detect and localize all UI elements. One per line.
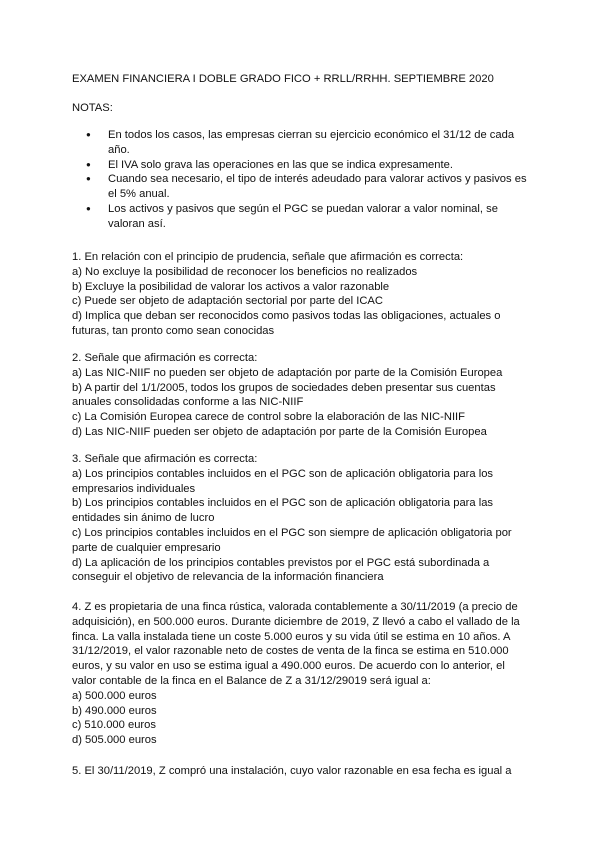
question-1 bbox=[72, 250, 530, 339]
note-item: ● Cuando sea necesario, el tipo de interés adeudado para valorar activos y pasivos es el 5% anual. bbox=[72, 172, 532, 202]
option-d: d) Implica que deban ser reconocidos como pasivos todas las obligaciones, actuales o futuras, tan pronto como sean conocidas bbox=[72, 310, 501, 337]
question-2 bbox=[72, 351, 530, 440]
option-c: c) Puede ser objeto de adaptación sectorial por parte del ICAC bbox=[72, 295, 383, 308]
note-item: ● En todos los casos, las empresas cierran su ejercicio económico el 31/12 de cada año. bbox=[72, 128, 532, 158]
exam-title: EXAMEN FINANCIERA I DOBLE GRADO FICO + RRLL/RRHH. SEPTIEMBRE 2020 bbox=[72, 73, 494, 85]
option-a: a) 500.000 euros bbox=[72, 689, 157, 702]
notes-list bbox=[72, 128, 532, 232]
option-b: b) Los principios contables incluidos en el PGC son de aplicación obligatoria para las entidades sin ánimo de lucro bbox=[72, 497, 494, 525]
question-text: 5. El 30/11/2019, Z compró una instalación, cuyo valor razonable en esa fecha es igual a bbox=[72, 765, 512, 777]
question-4 bbox=[72, 600, 530, 748]
option-b: b) A partir del 1/1/2005, todos los grupos de sociedades deben presentar sus cuentas anuales consolidadas conforme a las NIC-NIIF bbox=[72, 381, 496, 409]
option-c: c) Los principios contables incluidos en el PGC son siempre de aplicación obligatoria por parte de cualquier empresario bbox=[72, 526, 512, 554]
option-d: d) 505.000 euros bbox=[72, 734, 157, 747]
option-d: d) La aplicación de los principios contables previstos por el PGC está subordinada a conseguir el objetivo de relevancia de la información financiera bbox=[72, 556, 490, 584]
question-text: 4. Z es propietaria de una finca rústica, valorada contablemente a 30/11/2019 (a precio de adquisición), en 500.000 euros. Durante diciembre de 2019, Z llevó a cabo el vallado de la finca. La valla instalada tiene un coste 5.000 euros y su vida útil se estima en 10 años. A 31/12/2019, el valor razonable neto de costes de venta de la finca se estima en 510.000 euros, y su valor en uso se estima igual a 490.000 euros. De acuerdo con lo anterior, el valor contable de la finca en el Balance de Z a 31/12/29019 será igual a: bbox=[72, 601, 520, 687]
question-text: 2. Señale que afirmación es correcta: bbox=[72, 352, 258, 364]
option-c: c) La Comisión Europea carece de control sobre la elaboración de las NIC-NIIF bbox=[72, 411, 465, 424]
option-b: b) Excluye la posibilidad de valorar los activos a valor razonable bbox=[72, 280, 390, 293]
option-a: a) No excluye la posibilidad de reconocer los beneficios no realizados bbox=[72, 265, 418, 278]
question-text: 3. Señale que afirmación es correcta: bbox=[72, 453, 258, 465]
option-b: b) 490.000 euros bbox=[72, 704, 157, 717]
option-d: d) Las NIC-NIIF pueden ser objeto de adaptación por parte de la Comisión Europea bbox=[72, 425, 487, 438]
question-5 bbox=[72, 764, 530, 779]
option-c: c) 510.000 euros bbox=[72, 719, 156, 732]
question-3 bbox=[72, 452, 530, 585]
note-item: ● Los activos y pasivos que según el PGC se puedan valorar a valor nominal, se valoran así. bbox=[72, 202, 532, 232]
question-text: 1. En relación con el principio de prudencia, señale que afirmación es correcta: bbox=[72, 251, 464, 263]
option-a: a) Los principios contables incluidos en el PGC son de aplicación obligatoria para los empresarios individuales bbox=[72, 467, 494, 495]
option-a: a) Las NIC-NIIF no pueden ser objeto de adaptación por parte de la Comisión Europea bbox=[72, 366, 503, 379]
notes-label: NOTAS: bbox=[72, 102, 113, 114]
note-item: ● El IVA solo grava las operaciones en las que se indica expresamente. bbox=[72, 158, 532, 173]
